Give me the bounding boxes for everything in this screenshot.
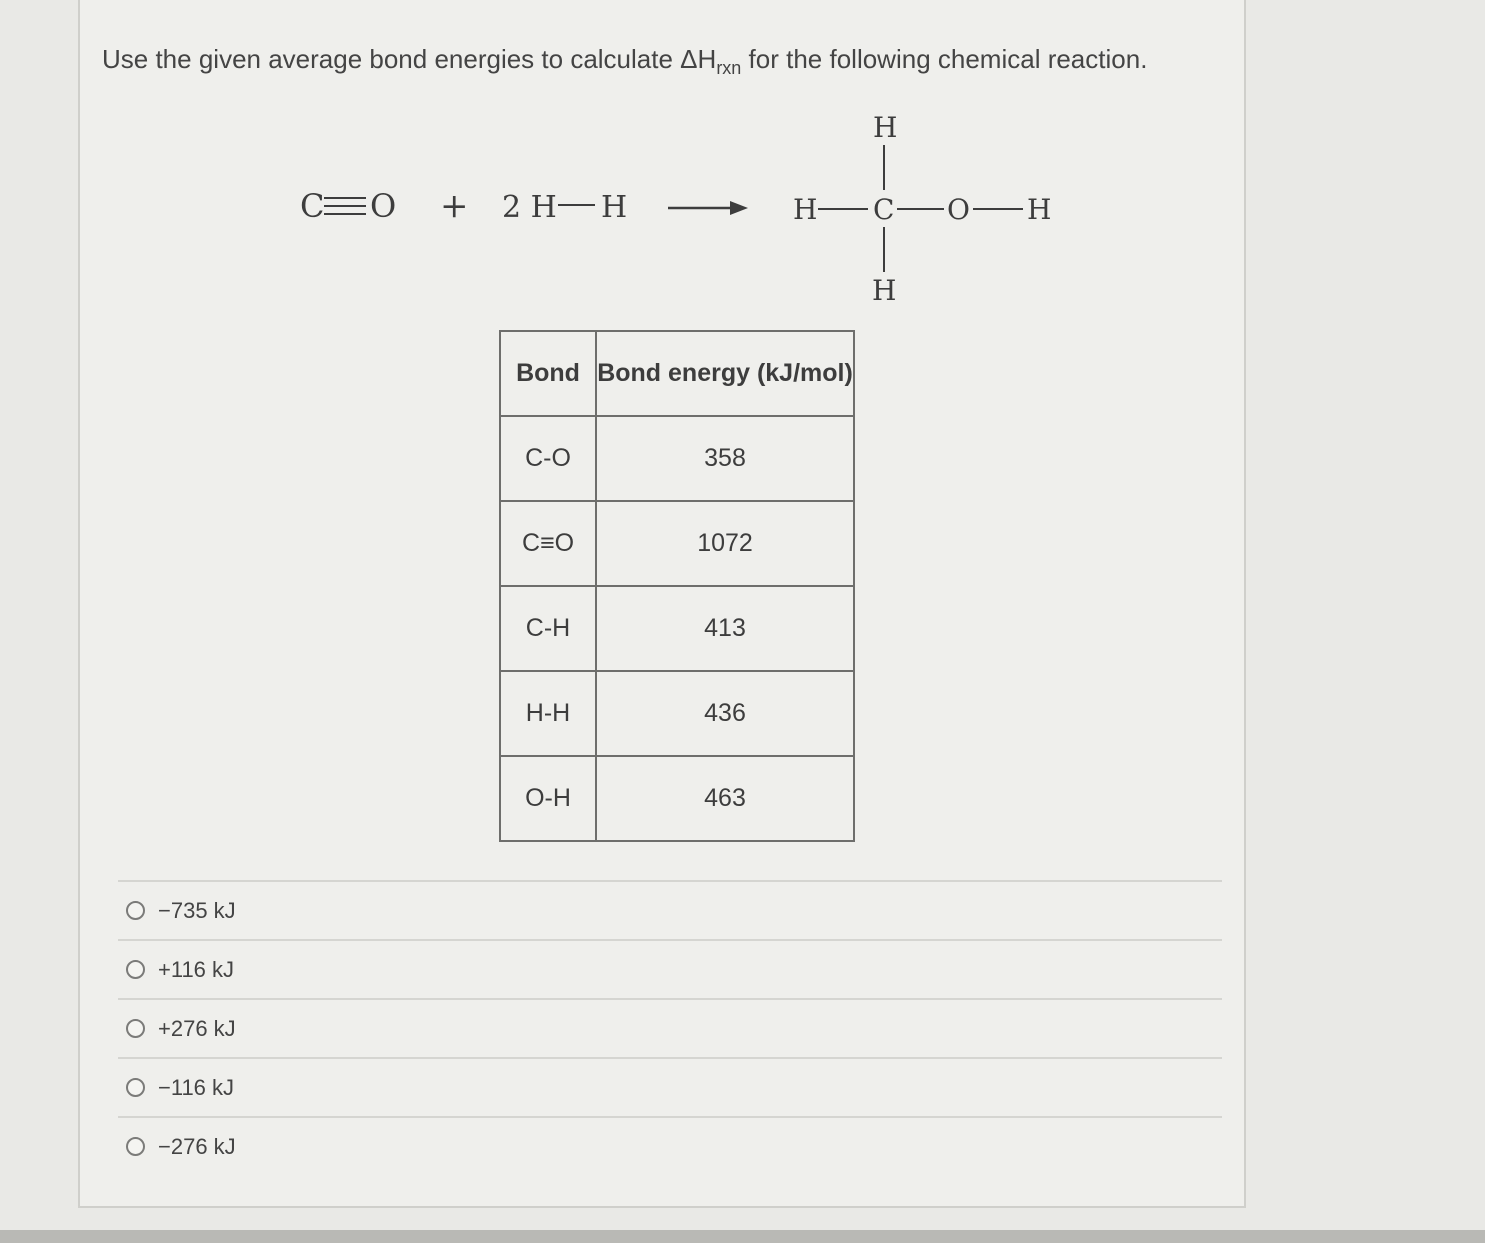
plus-sign: + [440, 186, 469, 226]
methanol-carbon: C [873, 193, 895, 226]
bond-cell: C≡O [500, 501, 596, 586]
table-row [500, 756, 854, 841]
energy-cell: 1072 [596, 501, 854, 586]
methanol-h-bottom: H [872, 274, 897, 307]
methanol-oxygen: O [947, 193, 970, 226]
header-bond: Bond [500, 331, 596, 416]
energy-cell: 413 [596, 586, 854, 671]
answer-option-2[interactable] [118, 939, 1222, 998]
radio-button[interactable] [126, 901, 145, 920]
table-header-row [500, 331, 854, 416]
table-row [500, 416, 854, 501]
bond-cell: C-O [500, 416, 596, 501]
answer-option-3[interactable] [118, 998, 1222, 1057]
table-row [500, 586, 854, 671]
reaction-diagram [290, 105, 1080, 315]
option-label: −735 kJ [158, 897, 236, 923]
option-label: −276 kJ [158, 1133, 236, 1159]
option-label: +276 kJ [158, 1015, 236, 1041]
energy-cell: 436 [596, 671, 854, 756]
bond-cell: H-H [500, 671, 596, 756]
bond-cell: C-H [500, 586, 596, 671]
bond-energy-table [499, 330, 855, 842]
reactant-oxygen: O [370, 187, 397, 225]
reactant-carbon-monoxide: C [300, 187, 325, 225]
radio-button[interactable] [126, 1137, 145, 1156]
radio-button[interactable] [126, 960, 145, 979]
answer-option-1[interactable] [118, 880, 1222, 939]
coefficient-hydrogen: 2 H [502, 190, 557, 225]
answer-option-5[interactable] [118, 1116, 1222, 1175]
answer-options [118, 880, 1222, 1175]
table-row [500, 501, 854, 586]
methanol-h-left: H [793, 193, 818, 226]
option-label: −116 kJ [158, 1074, 235, 1100]
reaction-equation [290, 105, 1080, 320]
hydrogen-atom: H [601, 190, 628, 225]
bond-cell: O-H [500, 756, 596, 841]
header-bond-energy: Bond energy (kJ/mol) [596, 331, 854, 416]
option-label: +116 kJ [158, 956, 235, 982]
table-row [500, 671, 854, 756]
methanol-h-top: H [873, 111, 898, 144]
screen-bottom-edge [0, 1230, 1485, 1243]
energy-cell: 358 [596, 416, 854, 501]
answer-option-4[interactable] [118, 1057, 1222, 1116]
question-text: Use the given average bond energies to calculate $\Delta H_{rxn}$ for the following chemical reaction. [102, 44, 1148, 79]
arrow-head-icon [730, 201, 748, 215]
radio-button[interactable] [126, 1078, 145, 1097]
radio-button[interactable] [126, 1019, 145, 1038]
energy-cell: 463 [596, 756, 854, 841]
methanol-h-right: H [1027, 193, 1052, 226]
